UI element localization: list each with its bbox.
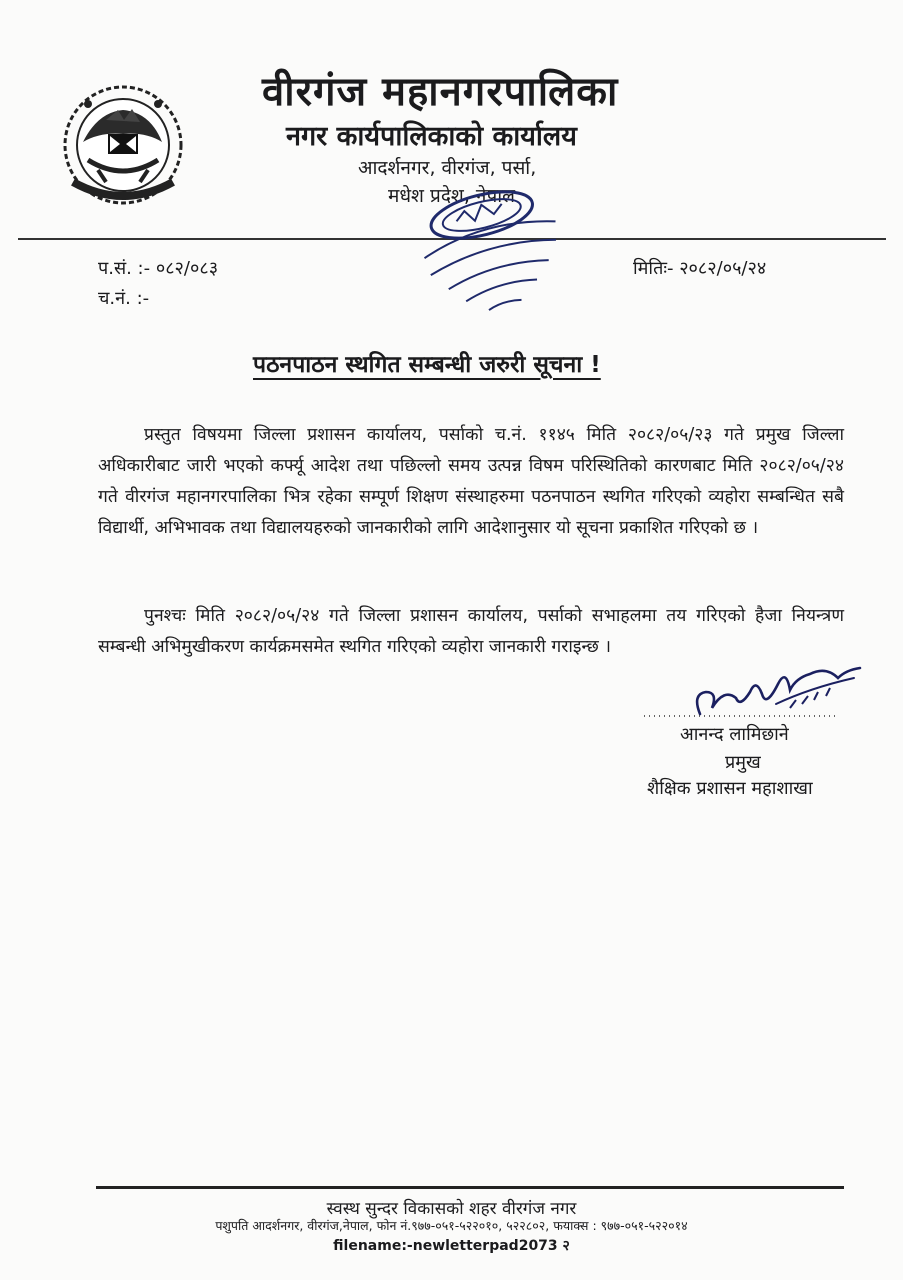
reference-number: प.सं. :- ०८२/०८३ xyxy=(98,258,219,279)
handwritten-signature-icon xyxy=(640,648,870,728)
footer-divider xyxy=(96,1186,844,1189)
notice-paragraph-2: पुनश्चः मिति २०८२/०५/२४ गते जिल्ला प्रशासन कार्यालय, पर्साको सभाहलमा तय गरिएको हैजा नियन्त्रण सम्बन्धी अभिमुखीकरण कार्यक्रमसमेत स्थगित गरिएको व्यहोरा जानकारी गराइन्छ । xyxy=(98,606,844,657)
address-line-1: आदर्शनगर, वीरगंज, पर्सा, xyxy=(358,157,537,179)
org-title: वीरगंज महानगरपालिका xyxy=(262,69,619,115)
office-stamp-icon xyxy=(404,178,576,318)
nepal-emblem-icon xyxy=(58,82,188,208)
footer-filename: filename:-newletterpad2073 २ xyxy=(333,1238,570,1254)
address-line-2: मधेश प्रदेश, नेपाल xyxy=(388,185,516,207)
dispatch-number: च.नं. :- xyxy=(98,288,150,309)
signatory-department: शैक्षिक प्रशासन महाशाखा xyxy=(647,778,813,799)
letter-date: मितिः- २०८२/०५/२४ xyxy=(633,258,767,279)
footer-contact: पशुपति आदर्शनगर, वीरगंज,नेपाल, फोन नं.९७७-०५१-५२२०१०, ५२२८०२, फयाक्स : ९७७-०५१-५२२०१४ xyxy=(215,1218,688,1233)
notice-paragraph-1: प्रस्तुत विषयमा जिल्ला प्रशासन कार्यालय, पर्साको च.नं. ११४५ मिति २०८२/०५/२३ गते प्रमुख जिल्ला अधिकारीबाट जारी भएको कर्फ्यू आदेश तथा पछिल्लो समय उत्पन्न विषम परिस्थितिको कारणबाट मिति २०८२/०५/२४ गते वीरगंज महानगरपालिका भित्र रहेका सम्पूर्ण शिक्षण संस्थाहरुमा पठनपाठन स्थगित गरिएको व्यहोरा सम्बन्धित सबै विद्यार्थी, अभिभावक तथा विद्यालयहरुको जानकारीको लागि आदेशानुसार यो सूचना प्रकाशित गरिएको छ । xyxy=(98,425,844,538)
footer-slogan: स्वस्थ सुन्दर विकासको शहर वीरगंज नगर xyxy=(326,1199,577,1219)
office-title: नगर कार्यपालिकाको कार्यालय xyxy=(286,121,577,152)
notice-title: पठनपाठन स्थगित सम्बन्धी जरुरी सूचना ! xyxy=(253,352,601,378)
signatory-title: प्रमुख xyxy=(725,752,761,773)
signatory-name: आनन्द लामिछाने xyxy=(680,724,789,745)
